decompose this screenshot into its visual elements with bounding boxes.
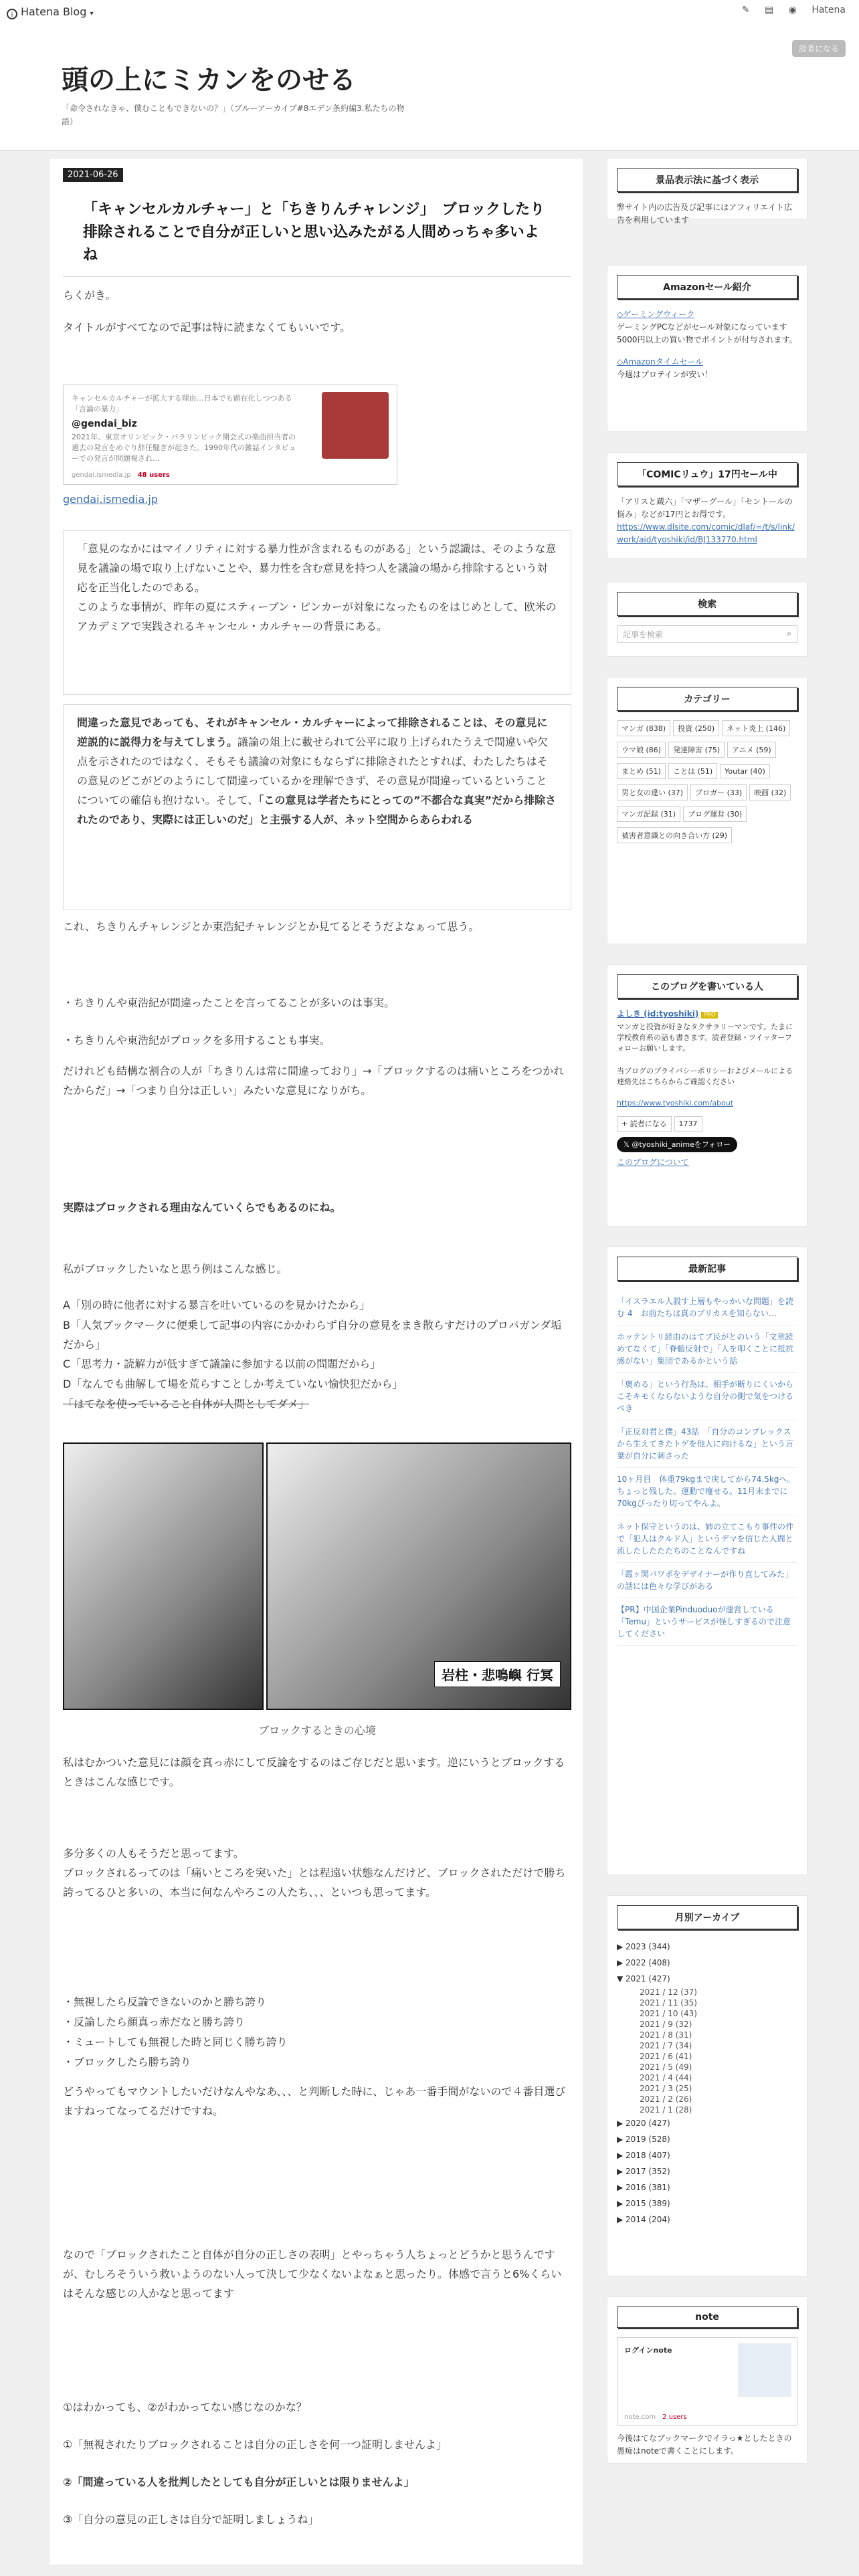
paragraph-bold: ②「間違っている人を批判したとしても自分が正しいとは限りませんよ」	[63, 2476, 415, 2488]
amazon-link-gaming[interactable]: ◇ゲーミングウィーク	[617, 310, 695, 319]
paragraph: ①はわかっても、②がわかってない感じなのかな？	[63, 2401, 307, 2413]
module-title: 最新記事	[617, 1257, 797, 1281]
archive-month[interactable]: 2021 / 12 (37)	[640, 1988, 697, 1997]
category-tag[interactable]: 発達障害 (75)	[668, 742, 725, 758]
brand-label: Hatena Blog	[21, 5, 87, 18]
archive-year[interactable]: ▶ 2023 (344)	[617, 1942, 670, 1951]
paragraph: 私がブロックしたいなと思う例はこんな感じ。	[63, 1263, 288, 1275]
recent-entry-link[interactable]: 「イスラエル人殺す上層もやっかいな問題」を読む 4 お前たちは真のブリカスを知らない…	[617, 1290, 797, 1325]
list-item: ・反論したら顔真っ赤だなと勝ち誇り	[63, 2016, 246, 2028]
blog-description: 「命令されなきゃ、僕むこともできないの？」（ブルーアーカイブ#8エデン条約編3.私たちの物語）	[62, 104, 405, 126]
quote-bold: 間違った意見であっても、それがキャンセル・カルチャーによって排除されることは、その意見に逆説的に説得力を与えてしまう。	[77, 716, 548, 748]
category-tag[interactable]: まとめ (51)	[617, 763, 666, 779]
card-users[interactable]: 48 users	[137, 471, 170, 479]
note-thumbnail	[738, 2343, 791, 2397]
module-title: 月別アーカイブ	[617, 1905, 797, 1929]
entry-title[interactable]: 「キャンセルカルチャー」と「ちきりんチャレンジ」 ブロックしたり排除されることで自分が正しいと思い込みたがる人間めっちゃ多いよね	[63, 199, 571, 277]
manga-panel-left	[63, 1442, 264, 1710]
module-author	[607, 964, 807, 1226]
recent-entry-link[interactable]: 「正反対君と僕」43話 「自分のコンプレックスから生えてきたトゲを他人に向けるな」という言葉が自分に刺さった	[617, 1420, 797, 1468]
recent-entries-list	[617, 1290, 797, 1646]
archive-month[interactable]: 2021 / 11 (35)	[640, 1998, 697, 2008]
module-recent-entries	[607, 1247, 807, 1875]
about-blog-link[interactable]: このブログについて	[617, 1158, 689, 1167]
module-title: 景品表示法に基づく表示	[617, 168, 797, 192]
category-tag[interactable]: 被害者意識との向き合い方 (29)	[617, 827, 732, 843]
note-users[interactable]: 2 users	[662, 2413, 687, 2421]
archive-year[interactable]: ▶ 2020 (427)	[617, 2119, 670, 2128]
pro-badge: PRO	[701, 1012, 718, 1018]
search-input[interactable]	[617, 625, 797, 643]
module-category	[607, 677, 807, 944]
author-name-link[interactable]: よしき (id:tyoshiki)	[617, 1009, 699, 1018]
paragraph: ・ちきりんや東浩紀が間違ったことを言ってることが多いのは事実。	[63, 996, 395, 1009]
list-item: ・ミュートしても無視した時と同じく勝ち誇り	[63, 2036, 288, 2048]
manga-panel-right	[266, 1442, 571, 1710]
module-note	[607, 2296, 807, 2464]
list-item-strike: 「はてなを使っていること自体が人間としてダメ」	[63, 1398, 310, 1410]
privacy-text: 当ブログのプライバシーポリシーおよびメールによる連絡先はこちらからご確認ください	[617, 1067, 793, 1086]
blog-title[interactable]: 頭の上にミカンをのせる	[62, 65, 356, 96]
global-header-icons	[730, 5, 846, 15]
paragraph: 私はむかついた意見には顔を真っ赤にして反論をするのはご存じだと思います。逆にいうとブロックするときはこんな感じです。	[63, 1756, 565, 1788]
archive-year[interactable]: ▶ 2017 (352)	[617, 2167, 670, 2176]
paragraph: ・ちきりんや東浩紀がブロックを多用することも事実。	[63, 1034, 330, 1047]
archive-year[interactable]: ▶ 2016 (381)	[617, 2183, 670, 2192]
search-icon[interactable]: ⌕	[787, 629, 791, 638]
quote-bold-2: 「この意見は学者たちにとっての”不都合な真実”だから排除されたのであり、実際には正しいのだ」と主張する人が、ネット空間からあらわれる	[77, 794, 557, 826]
archive-month[interactable]: 2021 / 5 (49)	[640, 2062, 692, 2072]
module-search	[607, 582, 807, 657]
hatena-account-link[interactable]: Hatena	[812, 5, 846, 15]
global-header	[0, 0, 859, 23]
category-tag[interactable]: ことは (51)	[668, 763, 717, 779]
module-amazon-sale	[607, 265, 807, 432]
card-source-line: キャンセルカルチャーが拡大する理由…日本でも顕在化しつつある「言論の暴力」	[72, 394, 292, 413]
category-tag[interactable]: Youtar (40)	[720, 764, 770, 778]
category-tag[interactable]: マンガ (838)	[617, 720, 670, 736]
paragraph: 多分多くの人もそうだと思ってます。 ブロックされるってのは「痛いところを突いた」とは程遠い状態なんだけど、ブロックされただけで勝ち誇ってるひと多いの、本当に何なんやろこの人たち、、、といつも思ってます。	[63, 1847, 566, 1899]
paragraph: ①「無視されたりブロックされることは自分の正しさを何一つ証明しませんよ」	[63, 2438, 448, 2451]
card-footer	[72, 469, 170, 479]
category-tag[interactable]: アニメ (59)	[727, 742, 776, 758]
note-card-footer	[624, 2411, 687, 2421]
recent-entry-link[interactable]: ホッテントリ経由のはてブ民がとのいう「文章読めてなくて」「脊髄反射で」「人を叩くことに抵抗感がない」集団であるかという話	[617, 1325, 797, 1373]
subscribe-button[interactable]: 読者になる	[792, 40, 846, 57]
archive-year[interactable]: ▶ 2014 (204)	[617, 2215, 670, 2224]
blockquote-2	[63, 704, 571, 910]
category-tag[interactable]: ネット炎上 (146)	[722, 720, 790, 736]
quote-text: 「意見のなかにはマイノリティに対する暴力性が含まれるものがある」という認識は、そのような意見を議論の場で取り上げないことや、暴力性を含む意見を持つ人を議論の場から排除するという対応を正当化したのである。 このような事情が、昨年の夏にスティーブン・ピンカーが対象になったものをはじめとして、欧米のアカデミアで実践されるキャンセル・カルチャーの背景にある。	[77, 542, 557, 633]
author-bio: マンガと投資が好きなタクサラリーマンです。たまに学校教育系の話も書きます。読者登録・ツイッターフォローお願いします。	[617, 1023, 793, 1053]
category-list	[617, 720, 797, 849]
archive-month[interactable]: 2021 / 4 (44)	[640, 2073, 692, 2082]
paragraph: だけれども結構な割合の人が「ちきりんは常に間違っており」→「ブロックするのは痛いところをつかれたからだ」→「つまり自分は正しい」みたいな意見になりがち。	[63, 1065, 565, 1097]
source-link[interactable]: gendai.ismedia.jp	[63, 493, 158, 506]
archive-month[interactable]: 2021 / 1 (28)	[640, 2105, 692, 2115]
blockquote-1	[63, 530, 571, 695]
archive-year[interactable]: ▶ 2019 (528)	[617, 2135, 670, 2144]
archive-year[interactable]: ▼ 2021 (427)	[617, 1974, 670, 1983]
image-caption: ブロックするときの心境	[258, 1724, 376, 1737]
list-item: ・ブロックしたら勝ち誇り	[63, 2056, 191, 2068]
amazon-text-timesale: 今週はプロテインが安い！	[617, 370, 713, 379]
list-item: C「思考力・読解力が低すぎて議論に参加する以前の問題だから」	[63, 1358, 381, 1370]
category-tag[interactable]: 映画 (32)	[749, 784, 791, 800]
list-item: ・無視したら反論できないのかと勝ち誇り	[63, 1996, 267, 2008]
embed-card[interactable]	[63, 385, 397, 485]
paragraph: タイトルがすべてなので記事は特に読まなくてもいいです。	[63, 321, 351, 334]
card-thumbnail	[322, 392, 389, 459]
archive-year[interactable]: ▶ 2022 (408)	[617, 1958, 670, 1967]
recent-entry-link[interactable]: 「霞ヶ関パワポをデザイナーが作り直してみた」の話には色々な学びがある	[617, 1563, 797, 1598]
module-title: 検索	[617, 592, 797, 616]
category-tag[interactable]: ブロガー (33)	[690, 784, 747, 800]
amazon-link-timesale[interactable]: ◇Amazonタイムセール	[617, 357, 703, 366]
card-account: @gendai_biz	[72, 419, 137, 429]
recent-entry-link[interactable]: 10ヶ月目 体重79kgまで戻してから74.5kgへ。ちょっと残した。運動で痩せる。11月末までに70kgぴったり切ってやんよ。	[617, 1468, 797, 1515]
paragraph-bold: 実際はブロックされる理由なんていくらでもあるのにね。	[63, 1201, 341, 1214]
comic-ryu-text: 「アリスと蔵六」「マザーグール」「セントールの悩み」などが17円とお得です。	[617, 497, 793, 519]
archive-month[interactable]: 2021 / 3 (25)	[640, 2084, 692, 2093]
dashboard-icon[interactable]: ▤	[764, 5, 774, 15]
recent-entry-link[interactable]: 「褒める」という行為は、相手が断りにくいからこそキモくならないような自分の側で気をつけるべき	[617, 1373, 797, 1420]
category-tag[interactable]: 投資 (250)	[673, 720, 719, 736]
entry-date[interactable]: 2021-06-26	[63, 168, 123, 182]
chevron-down-icon[interactable]: ▾	[90, 10, 94, 17]
card-site: gendai.ismedia.jp	[72, 471, 131, 479]
archive-list	[617, 1939, 797, 2228]
amazon-text-gaming: ゲーミングPCなどがセール対象になっています 5000円以上の買い物でポイントが付与されます。	[617, 322, 797, 344]
note-text: 今後はてなブックマークでイラっ★としたときの愚痴はnoteで書くことにします。	[617, 2434, 792, 2456]
archive-month[interactable]: 2021 / 8 (31)	[640, 2030, 692, 2040]
paragraph: らくがき。	[63, 289, 116, 302]
comic-ryu-link[interactable]: https://www.dlsite.com/comic/dlaf/=/t/s/link/work/aid/tyoshiki/id/BJ133770.html	[617, 522, 795, 544]
search-placeholder: 記事を検索	[623, 630, 664, 639]
module-title: Amazonセール紹介	[617, 275, 797, 299]
paragraph: どうやってもマウントしたいだけなんやなあ、、、と判断した時に、じゃあ一番手間がないので４番目選びますねってなってるだけですね。	[63, 2085, 566, 2117]
archive-year[interactable]: ▶ 2015 (389)	[617, 2199, 670, 2208]
archive-month[interactable]: 2021 / 2 (26)	[640, 2095, 692, 2104]
module-title: 「COMICリュウ」17円セール中	[617, 462, 797, 486]
category-tag[interactable]: マンガ記録 (31)	[617, 806, 680, 822]
subscribe-small-button[interactable]: + 読者になる	[617, 1116, 672, 1132]
archive-year[interactable]: ▶ 2018 (407)	[617, 2151, 670, 2160]
quote-normal: 議論の俎上に載せられて公平に取り上げられたうえで間違いや欠点を示されたのではなく、そもそも議論の対象にもならずに排除されたとすれば、わたしたちはその意見のどこがどのようにして間違っているかを理解できず、その意見が間違っているということについての確信も抱けない。そして、	[77, 736, 549, 807]
hatena-blog-brand[interactable]	[7, 5, 93, 19]
module-disclosure	[607, 158, 807, 225]
note-embed-card[interactable]	[617, 2337, 797, 2426]
blog-header	[0, 23, 859, 150]
note-site: note.com	[624, 2413, 656, 2421]
edit-icon[interactable]: ✎	[741, 5, 750, 15]
manga-character-label: 岩柱・悲鳴嶼 行冥	[434, 1661, 561, 1687]
module-title: カテゴリー	[617, 687, 797, 711]
archive-month[interactable]: 2021 / 6 (41)	[640, 2052, 692, 2061]
archive-month[interactable]: 2021 / 10 (43)	[640, 2009, 697, 2018]
note-card-title: ログインnote	[624, 2346, 672, 2355]
category-tag[interactable]: ウマ娘 (86)	[617, 742, 666, 758]
archive-month[interactable]: 2021 / 7 (34)	[640, 2041, 692, 2050]
category-tag[interactable]: ブログ運営 (30)	[683, 806, 747, 822]
about-url-link[interactable]: https://www.tyoshiki.com/about	[617, 1099, 734, 1107]
recent-entry-link[interactable]: ネット保守というのは、姉の立てこもり事件の件で「犯人はクルド人」というデマを信じた人間と流したしたたたちのことなんですね	[617, 1515, 797, 1563]
hatena-logo-icon: i	[7, 9, 17, 19]
module-archive	[607, 1895, 807, 2276]
list-item: A「別の時に他者に対する暴言を吐いているのを見かけたから」	[63, 1299, 370, 1311]
list-item: B「人気ブックマークに便乗して記事の内容にかかわらず自分の意見をまき散らすだけのプロパガンダ垢だから」	[63, 1319, 562, 1351]
x-follow-button[interactable]: 𝕏 @tyoshiki_animeをフォロー	[617, 1137, 737, 1152]
paragraph: これ、ちきりんチャレンジとか東浩紀チャレンジとか見てるとそうだよなぁって思う。	[63, 920, 480, 933]
paragraph: ③「自分の意見の正しさは自分で証明しましょうね」	[63, 2513, 319, 2526]
module-title: このブログを書いている人	[617, 974, 797, 998]
module-comic-ryu	[607, 452, 807, 559]
module-title: note	[617, 2306, 797, 2328]
manga-image	[63, 1442, 571, 1710]
subscriber-count: 1737	[674, 1116, 702, 1132]
bell-icon[interactable]: ◉	[788, 5, 797, 15]
list-item: D「なんでも曲解して場を荒らすことしか考えていない愉快犯だから」	[63, 1378, 403, 1390]
archive-month[interactable]: 2021 / 9 (32)	[640, 2020, 692, 2029]
article-main	[49, 158, 584, 2565]
module-body: 弊サイト内の広告及び記事にはアフィリエイト広告を利用しています	[617, 203, 792, 225]
category-tag[interactable]: 男と女の違い (37)	[617, 784, 688, 800]
card-snippet: 2021年、東京オリンピック・パラリンピック開会式の楽曲担当者の過去の発言をめぐり辞任騒ぎが起きた。1990年代の雑誌インタビューでの発言が問題視され…	[72, 433, 296, 463]
recent-entry-link[interactable]: 【PR】中国企業Pinduoduoが運営している「Temu」というサービスが怪しすぎるので注意してください	[617, 1598, 797, 1646]
paragraph: なので「ブロックされたこと自体が自分の正しさの表明」とやっちゃう人ちょっとどうかと思うんですが、むしろそういう救いようのない人って決して少なくないよなぁと思ったり。体感で言うと6%くらいはそんな感じの人かなと思ってます	[63, 2248, 562, 2300]
